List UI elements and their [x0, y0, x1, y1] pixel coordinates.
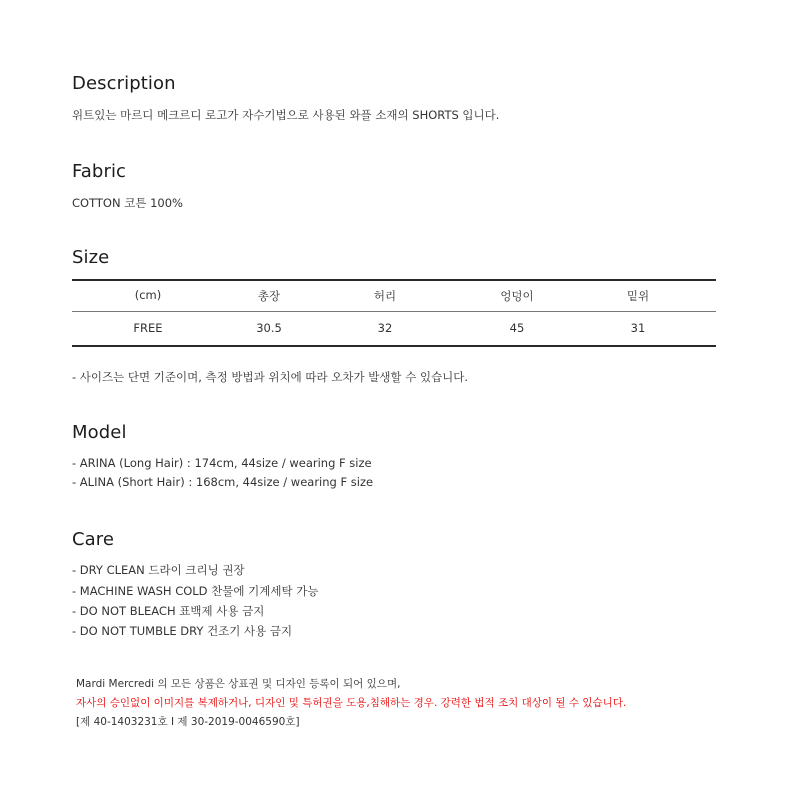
fabric-heading: Fabric: [72, 161, 127, 182]
size-table-bottom-rule: [72, 345, 716, 347]
size-note: - 사이즈는 단면 기준이며, 측정 방법과 위치에 따라 오차가 발생할 수 있습니다.: [72, 370, 469, 384]
size-value-total-length: 30.5: [256, 321, 282, 335]
size-value-rise: 31: [630, 321, 646, 335]
notice-registration-line: [제 40-1403231호 I 제 30-2019-0046590호]: [76, 716, 300, 728]
size-header-waist: 허리: [373, 289, 397, 303]
model-heading: Model: [72, 422, 127, 443]
description-text: 위트있는 마르디 메크르디 로고가 자수기법으로 사용된 와플 소재의 SHORTS 입니다.: [72, 108, 500, 122]
size-heading: Size: [72, 247, 110, 268]
model-item-alina: - ALINA (Short Hair) : 168cm, 44size / wearing F size: [72, 475, 374, 489]
size-header-hip: 엉덩이: [500, 289, 534, 303]
care-heading: Care: [72, 529, 115, 550]
fabric-text: COTTON 코튼 100%: [72, 196, 183, 210]
size-header-unit: (cm): [134, 288, 162, 302]
size-table-top-rule: [72, 279, 716, 281]
size-header-rise: 밑위: [626, 289, 650, 303]
care-item-no-bleach: - DO NOT BLEACH 표백제 사용 금지: [72, 604, 265, 618]
care-item-dry-clean: - DRY CLEAN 드라이 크리닝 권장: [72, 563, 245, 577]
notice-warning-line: 자사의 승인없이 이미지를 복제하거나, 디자인 및 특허권을 도용,침해하는 경우. 강력한 법적 조치 대상이 될 수 있습니다.: [76, 697, 627, 709]
model-item-arina: - ARINA (Long Hair) : 174cm, 44size / wearing F size: [72, 456, 372, 470]
notice-trademark-line: Mardi Mercredi 의 모든 상품은 상표권 및 디자인 등록이 되어 있으며,: [76, 678, 401, 690]
size-row-label: FREE: [133, 321, 163, 335]
care-item-no-tumble-dry: - DO NOT TUMBLE DRY 건조기 사용 금지: [72, 624, 293, 638]
description-heading: Description: [72, 73, 176, 94]
size-table-header-rule: [72, 311, 716, 312]
care-item-machine-wash: - MACHINE WASH COLD 찬물에 기계세탁 가능: [72, 584, 319, 598]
size-value-hip: 45: [509, 321, 525, 335]
size-value-waist: 32: [377, 321, 393, 335]
size-header-total-length: 총장: [257, 289, 281, 303]
